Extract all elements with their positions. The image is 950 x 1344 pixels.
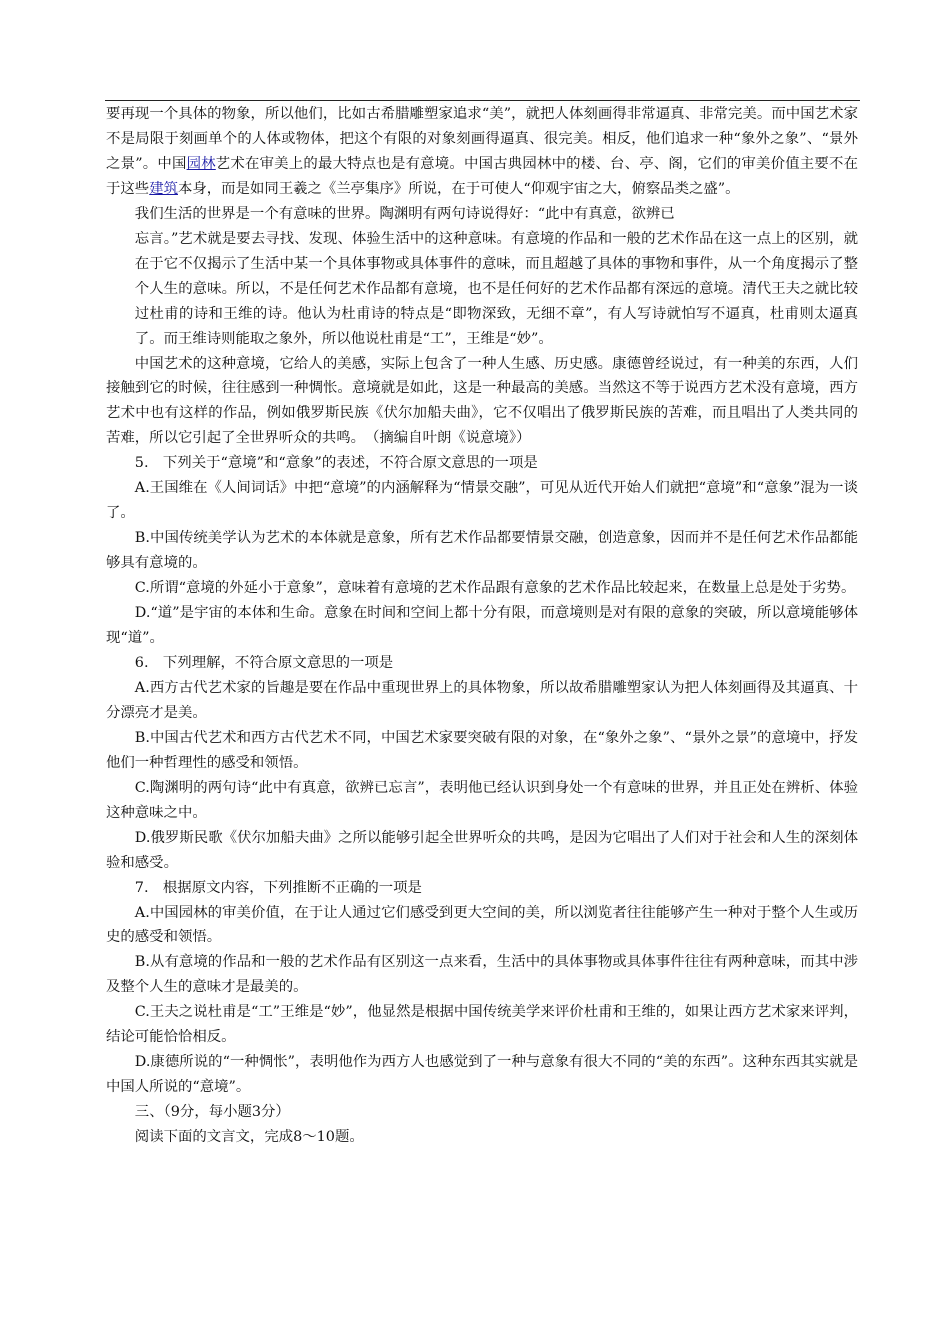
question-5-option-b: B.中国传统美学认为艺术的本体就是意象，所有艺术作品都要情景交融，创造意象，因而并不是任何艺术作品都能够具有意境的。: [106, 530, 858, 572]
question-7-option-c: C.王夫之说杜甫是“工”王维是“妙”，他显然是根据中国传统美学来评价杜甫和王维的，如果让西方艺术家来评判，结论可能恰恰相反。: [106, 1004, 858, 1046]
passage-paragraph-1: [106, 102, 858, 202]
question-6-option-c: C.陶渊明的两句诗“此中有真意，欲辨已忘言”，表明他已经认识到身处一个有意味的世界，并且正处在辨析、体验这种意味之中。: [106, 779, 858, 821]
header-rule: [105, 100, 860, 101]
question-6-option-b: B.中国古代艺术和西方古代艺术不同，中国艺术家要突破有限的对象，在“象外之象”、“景外之景”的意境中，抒发他们一种哲理性的感受和领悟。: [106, 729, 858, 771]
passage-paragraph-3: 中国艺术的这种意境，它给人的美感，实际上包含了一种人生感、历史感。康德曾经说过，有一种美的东西，人们接触到它的时候，往往感到一种惆怅。意境就是如此，这是一种最高的美感。当然这不等于说西方艺术没有意境，西方艺术中也有这样的作品，例如俄罗斯民族《伏尔加船夫曲》，它不仅唱出了俄罗斯民族的苦难，而且唱出了人类共同的苦难，所以它引起了全世界听众的共鸣。 （摘编自叶朗《说意境》）: [106, 355, 858, 447]
question-6-stem: 6. 下列理解，不符合原文意思的一项是: [134, 654, 394, 671]
building-link[interactable]: 建筑: [149, 180, 178, 197]
question-5-stem: 5. 下列关于“意境”和“意象”的表述，不符合原文意思的一项是: [134, 455, 538, 472]
garden-link[interactable]: 园林: [186, 155, 216, 172]
passage-paragraph-2-lead: 我们生活的世界是一个有意味的世界。陶渊明有两句诗说得好：“此中有真意，欲辨已: [134, 205, 675, 222]
question-7-option-a: A.中国园林的审美价值，在于让人通过它们感受到更大空间的美，所以浏览者往往能够产生一种对于整个人生或历史的感受和领悟。: [106, 904, 858, 946]
question-5-option-a: A.王国维在《人间词话》中把“意境”的内涵解释为“情景交融”，可见从近代开始人们就把“意境”和“意象”混为一谈了。: [106, 480, 858, 522]
question-7-stem: 7. 根据原文内容，下列推断不正确的一项是: [134, 879, 422, 896]
question-7-option-d: D.康德所说的“一种惆怅”，表明他作为西方人也感觉到了一种与意象有很大不同的“美的东西”。这种东西其实就是中国人所说的“意境”。: [106, 1054, 858, 1096]
question-5-option-c: C.所谓“意境的外延小于意象”，意味着有意境的艺术作品跟有意象的艺术作品比较起来，在数量上总是处于劣势。: [134, 580, 856, 597]
question-7-option-b: B.从有意境的作品和一般的艺术作品有区别这一点来看，生活中的具体事物或具体事件往往有两种意味，而其中涉及整个人生的意味才是最美的。: [106, 954, 858, 996]
passage-text: 本身，而是如同王羲之《兰亭集序》所说，在于可使人“仰观宇宙之大，俯察品类之盛”。: [177, 180, 740, 197]
question-6-option-a: A.西方古代艺术家的旨趣是要在作品中重现世界上的具体物象，所以故希腊雕塑家认为把人体刻画得及其逼真、十分漂亮才是美。: [106, 679, 858, 721]
section-3-instruction: 阅读下面的文言文，完成8～10题。: [134, 1129, 364, 1146]
document-page: [106, 102, 858, 1150]
passage-text: 要再现一个具体的物象，所以他们，比如古希腊雕塑家追求“美”，就把人体刻画得非常逼真、非常完美。而中国艺术家不是局限于刻画单个的人体或物体，把这个有限的对象刻画得逼真、很完美。相反，他们追求一种“象外之象”、“景外之景”。中国: [106, 106, 858, 172]
passage-paragraph-2: 忘言。”艺术就是要去寻找、发现、体验生活中的这种意味。有意境的作品和一般的艺术作品在这一点上的区别，就在于它不仅揭示了生活中某一个具体事物或具体事件的意味，而且超越了具体的事物和事件，从一个角度揭示了整个人生的意味。所以，不是任何艺术作品都有意境，也不是任何好的艺术作品都有深远的意境。清代王夫之就比较过杜甫的诗和王维的诗。他认为杜甫诗的特点是“即物深致，无细不章”，有人写诗就怕写不逼真，杜甫则太逼真了。而王维诗则能取之象外，所以他说杜甫是“工”，王维是“妙”。: [134, 230, 858, 347]
passage-text: 艺术在审美上的最大特点也是有意境。中国古典园林中的楼、台、亭、阁，它们的审美价值主要不在于这些: [106, 155, 858, 197]
question-6-option-d: D.俄罗斯民歌《伏尔加船夫曲》之所以能够引起全世界听众的共鸣，是因为它唱出了人们对于社会和人生的深刻体验和感受。: [106, 829, 858, 871]
question-5-option-d: D.“道”是宇宙的本体和生命。意象在时间和空间上都十分有限，而意境则是对有限的意象的突破，所以意境能够体现“道”。: [106, 605, 858, 647]
section-3-heading: 三、（9分，每小题3分）: [134, 1104, 290, 1121]
